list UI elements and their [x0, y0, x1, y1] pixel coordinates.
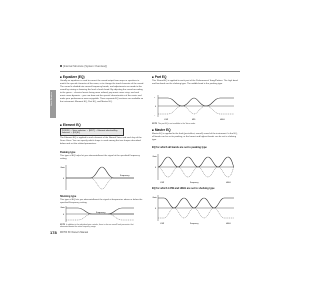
master-peak-gain-label: Gain [152, 156, 157, 158]
master-shelf-freq-high-label: HIGH [226, 223, 231, 225]
eq-body: Usually an equalizer is used to correct the sound output from amps or speakers to match the special character of the room, or to change the tonal character of the sound. The sound is divided into several frequency bands, and adjustments are made to the sound by raising or lowering the level of each band. By adjusting the sound according to the genre – classical music being more refined, pop music more crisp, and rock music more dynamic – you can draw out the special characteristics of the music and make your performance more enjoyable. Three separate EQ sections are available on the instrument: Element EQ, Part EQ, and Master EQ. [60, 80, 144, 103]
part-eq-heading: ■ Part EQ [152, 75, 167, 79]
part-plus-label: + [154, 97, 156, 99]
element-eq-note [60, 224, 144, 229]
shelving-high-boost-curve [108, 208, 134, 214]
element-eq-body: The Element EQ is applied to each element of the Normal Voice and each key of the Drum Voice. You can specify which shape is used among the two shapes described below and set the related parameters. [60, 137, 142, 145]
note-tag: NOTE [60, 224, 65, 226]
master-peak-zero-label: 0 [155, 167, 157, 169]
master-peak-freq-high-label: HIGH [226, 182, 231, 184]
master-shelf-gain-label: Gain [152, 197, 157, 199]
peaking-frequency-label: Frequency [120, 175, 130, 177]
master-peaking-graph [152, 152, 238, 184]
shelving-low-cut-curve [66, 214, 92, 220]
peaking-body: This type of EQ helps let you attenuate/boost the signal at the specified Frequency setting. [60, 155, 140, 160]
peaking-gain-label: Gain [60, 167, 65, 169]
peaking-heading: Peaking type [60, 151, 76, 154]
master-shelf-cut-curve [158, 208, 234, 218]
master-peak-boost-curve [158, 157, 234, 167]
eq-heading: ■ Equalizer (EQ) [60, 75, 85, 79]
peaking-zero-label: 0 [63, 178, 65, 180]
master-shelf-boost-curve [158, 198, 234, 208]
footer-title: MOTIF XF Owner's Manual [60, 232, 88, 234]
part-note-tag: NOTE [152, 123, 157, 125]
part-eq-graph [152, 93, 238, 121]
part-cut-curve [158, 106, 234, 114]
peaking-cut-curve [90, 178, 114, 189]
breadcrumb [60, 65, 107, 68]
part-eq-body: This 3-band EQ is applied to each part of the Performance/ Song/Pattern. The high band and low band are the shelving type. The middle band is the peaking type. [152, 80, 238, 85]
master-shelf-heading: EQ for which LOW and HIGH are set to shelving type [152, 187, 215, 190]
part-boost-curve [158, 98, 234, 106]
breadcrumb-text: [Internal Structure (System Overview)] [63, 65, 107, 68]
master-eq-heading: ■ Master EQ [152, 128, 171, 132]
part-high-label: HIGH [220, 119, 225, 121]
element-eq-path: [VOICE] → Voice selection → [EDIT] → Element selection/Key selection → [F4] EQ [60, 128, 124, 136]
part-zero-label: 0 [155, 106, 157, 108]
master-peak-frequency-label: Frequency [190, 182, 199, 184]
master-peak-cut-curve [158, 167, 234, 177]
breadcrumb-bullet-icon [60, 65, 62, 67]
part-note-text: The part EQ is not available in the Voice mode. [158, 123, 196, 125]
shelving-gain-label: Gain [60, 207, 65, 209]
shelving-heading: Shelving type [60, 195, 77, 198]
side-tab [50, 90, 56, 118]
master-shelving-graph [152, 193, 238, 225]
master-shelf-freq-low-label: LOW [160, 223, 165, 225]
shelving-frequency-label: Frequency [96, 212, 106, 214]
master-shelf-zero-label: 0 [155, 208, 157, 210]
shelving-graph [60, 205, 140, 223]
note-text: In addition to the individual gain controls, there is also an overall level parameter that attenuates/boosts the entire frequency range. [60, 224, 134, 229]
shelving-body: This type of EQ lets you attenuate/boost the signal at frequencies above or below the specified Frequency setting. [60, 199, 143, 204]
peaking-graph [60, 163, 140, 193]
part-mid-label: MID [192, 119, 196, 121]
part-eq-note [152, 123, 240, 125]
master-peak-freq-low-label: LOW [160, 182, 165, 184]
element-eq-heading: ■ Element EQ [60, 123, 81, 127]
master-eq-body: Master EQ is applied to the final (post-effect, overall) sound of the instrument. In the EQ, all bands can be set to peaking, or the lowest and highest bands can be set to shelving type. [152, 133, 238, 141]
part-minus-label: – [154, 115, 156, 117]
master-shelf-frequency-label: Frequency [190, 223, 199, 225]
master-peak-heading: EQ for which all bands are set to peaking type [152, 146, 207, 149]
side-tab-label: Basic Structure [51, 92, 53, 106]
part-low-label: LOW [164, 119, 169, 121]
shelving-zero-label: 0 [63, 214, 65, 216]
shelving-high-cut-curve [108, 214, 134, 220]
page-number: 178 [50, 230, 57, 235]
